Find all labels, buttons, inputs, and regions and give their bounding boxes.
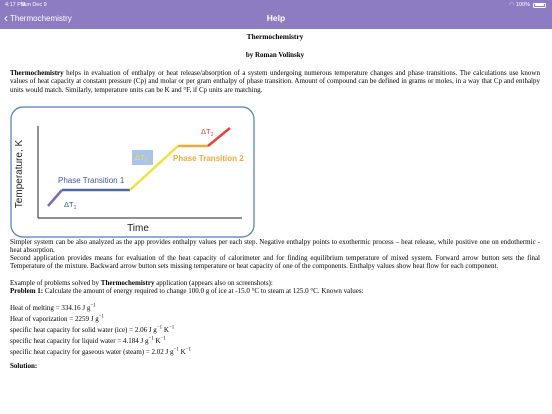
phase-diagram-figure	[10, 106, 255, 238]
wifi-icon: ◠	[509, 2, 514, 8]
help-document[interactable]	[10, 32, 540, 370]
value-heat-capacity-liquid: specific heat capacity for liquid water = 4.184 J $g^{-1}$ $K^{-1}$	[10, 336, 166, 346]
problem-line: Problem 1: Calculate the amount of energy required to change 100.0 g of ice at -15.0 °C to steam at 125.0 °C. Known values:	[10, 286, 364, 295]
x-axis-label: Time	[127, 222, 149, 234]
battery-percent: 100%	[515, 2, 530, 8]
nav-title: Help	[266, 13, 286, 23]
intro-paragraph	[10, 69, 540, 94]
battery-icon	[533, 3, 546, 8]
paragraph-simpler-system: Simpler system can be also analyzed as the app provides enthalpy values per each step. Negative enthalpy points to exothermic process – heat release, while positive one on endothermic - heat absorption.	[10, 237, 540, 255]
y-axis-label: Temperature, K	[14, 139, 25, 208]
navigation-bar	[0, 9, 552, 29]
delta-t3-label: $\Delta T_2$	[201, 126, 214, 138]
phase1-label: Phase Transition 1	[58, 175, 125, 185]
value-heat-capacity-ice: specific heat capacity for solid water (ice) = 2.06 J $g^{-1}$ $K^{-1}$	[10, 325, 175, 335]
top-bar	[0, 0, 552, 29]
doc-author: by Roman Volinsky	[245, 51, 305, 59]
chevron-left-icon: ‹	[4, 11, 8, 25]
paragraph-second-application: Second application provides means for evaluation of the heat capacity of calorimeter and for finding equilibrium temperature of mixed system. Forward arrow button sets the final Temperature of the mixture. Backward arrow button sets missing temperature or heat capacity of one of the components. Enthalpy values show heat flow for each component.	[10, 254, 540, 271]
status-date: Sun Dec 9	[21, 2, 47, 8]
delta-t2-label: $\Delta T_2$	[135, 152, 148, 164]
status-bar	[0, 0, 552, 9]
value-heat-of-vaporization: Heat of vaporization = 2259 J $g^{-1}$	[10, 314, 105, 324]
doc-title: Thermochemistry	[246, 32, 304, 41]
example-line: Example of problems solved by Thermochemistry application (appears also on screenshots):	[10, 278, 273, 287]
intro-bold: Thermochemistry	[10, 69, 64, 78]
solution-label: Solution:	[10, 362, 38, 371]
phase-diagram	[10, 106, 255, 238]
delta-t1-label: $\Delta T_1$	[64, 199, 77, 211]
intro-text: helps in evaluation of enthalpy or heat release/absorption of a system undergoing numerous temperature changes and phase transitions. The calculations use known values of heat capacity at constant pressure (Cp) and molar or per gram enthalpy of phase transition. Amount of compound can be defined in grams or moles, in a way that Cp and enthalpy units would match. Similarly, temperature units can be K and °F, if Cp units are matching.	[10, 69, 540, 94]
phase2-label: Phase Transition 2	[173, 153, 244, 163]
status-time: 4:17 PM	[5, 2, 26, 8]
value-heat-of-melting: Heat of melting = 334.16 J $g^{-1}$	[10, 303, 96, 313]
back-button-label: Thermochemistry	[10, 13, 72, 23]
value-heat-capacity-steam: specific heat capacity for gaseous water (steam) = 2.02 J $g^{-1}$ $K^{-1}$	[10, 347, 191, 357]
